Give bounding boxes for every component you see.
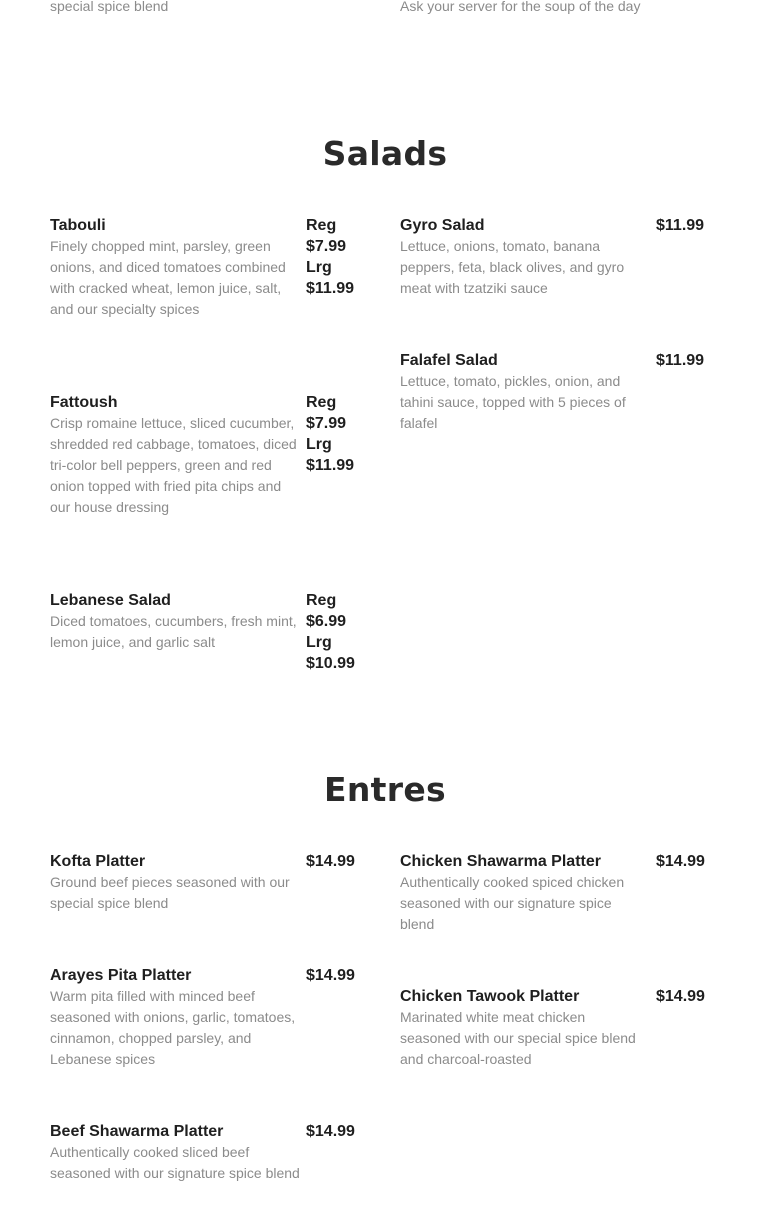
item-name: Kofta Platter bbox=[50, 853, 146, 870]
price-size-label: Lrg bbox=[306, 436, 332, 453]
item-name: Gyro Salad bbox=[400, 217, 485, 234]
item-description: Authentically cooked sliced beef seasoned with our signature spice blend bbox=[50, 1144, 300, 1181]
price-value: $7.99 bbox=[306, 415, 347, 432]
item-name: Falafel Salad bbox=[400, 352, 498, 369]
item-name: Beef Shawarma Platter bbox=[50, 1123, 224, 1140]
menu-item-arayes-pita-platter bbox=[50, 965, 300, 1070]
section-title-entres: Entres bbox=[324, 770, 446, 809]
price-value: $11.99 bbox=[656, 352, 705, 369]
item-description: Lettuce, tomato, pickles, onion, and tahini sauce, topped with 5 pieces of falafel bbox=[400, 373, 626, 431]
menu-item-chicken-tawook-platter bbox=[400, 986, 640, 1070]
menu-item-beef-shawarma-platter bbox=[50, 1121, 300, 1184]
item-description: Crisp romaine lettuce, sliced cucumber, shredded red cabbage, tomatoes, diced tri-color bell peppers, green and red onion topped with fried pita chips and our house dressing bbox=[50, 415, 297, 515]
item-description: Marinated white meat chicken seasoned with our special spice blend and charcoal-roasted bbox=[400, 1009, 636, 1067]
item-price-fattoush bbox=[306, 392, 354, 476]
section-title-salads: Salads bbox=[322, 134, 448, 173]
price-size-label: Reg bbox=[306, 592, 337, 609]
price-value: $11.99 bbox=[306, 280, 355, 297]
menu-item-falafel-salad bbox=[400, 350, 652, 434]
price-size-label: Lrg bbox=[306, 259, 332, 276]
item-name: Chicken Shawarma Platter bbox=[400, 853, 601, 870]
item-description: Warm pita filled with minced beef seasoned with onions, garlic, tomatoes, cinnamon, chopped parsley, and Lebanese spices bbox=[50, 988, 296, 1067]
price-size-label: Reg bbox=[306, 394, 337, 411]
item-price-gyro-salad bbox=[656, 215, 704, 236]
item-price-lebanese-salad bbox=[306, 590, 355, 674]
item-description: Finely chopped mint, parsley, green onions, and diced tomatoes combined with cracked wheat, lemon juice, salt, and our specialty spices bbox=[50, 238, 286, 317]
menu-item-tabouli bbox=[50, 215, 305, 320]
price-value: $7.99 bbox=[306, 238, 347, 255]
price-value: $6.99 bbox=[306, 613, 347, 630]
item-name: Arayes Pita Platter bbox=[50, 967, 192, 984]
item-description: Ground beef pieces seasoned with our special spice blend bbox=[50, 874, 290, 911]
item-name: Chicken Tawook Platter bbox=[400, 988, 580, 1005]
item-price-tabouli bbox=[306, 215, 354, 299]
item-price-beef-shawarma-platter: $14.99 bbox=[306, 1123, 355, 1140]
item-description: special spice blend bbox=[50, 0, 169, 14]
item-description: Ask your server for the soup of the day bbox=[400, 0, 641, 14]
item-price-falafel-salad bbox=[656, 350, 704, 371]
menu-item-fattoush bbox=[50, 392, 305, 518]
price-size-label: Reg bbox=[306, 217, 337, 234]
item-price-chicken-tawook-platter: $14.99 bbox=[656, 988, 705, 1005]
price-value: $11.99 bbox=[306, 457, 355, 474]
item-name: Tabouli bbox=[50, 217, 106, 234]
item-price-chicken-shawarma-platter: $14.99 bbox=[656, 853, 705, 870]
item-price-kofta-platter: $14.99 bbox=[306, 853, 355, 870]
menu-item-kofta-platter bbox=[50, 851, 300, 914]
menu-item-chicken-shawarma-platter bbox=[400, 851, 632, 935]
item-description: Diced tomatoes, cucumbers, fresh mint, lemon juice, and garlic salt bbox=[50, 613, 297, 650]
menu-item-gyro-salad bbox=[400, 215, 652, 299]
price-size-label: Lrg bbox=[306, 634, 332, 651]
item-name: Fattoush bbox=[50, 394, 118, 411]
item-name: Lebanese Salad bbox=[50, 592, 171, 609]
price-value: $11.99 bbox=[656, 217, 705, 234]
item-description: Authentically cooked spiced chicken seasoned with our signature spice blend bbox=[400, 874, 625, 932]
price-value: $10.99 bbox=[306, 655, 355, 672]
item-description: Lettuce, onions, tomato, banana peppers, feta, black olives, and gyro meat with tzatziki sauce bbox=[400, 238, 625, 296]
menu-item-lebanese-salad bbox=[50, 590, 300, 653]
item-price-arayes-pita-platter: $14.99 bbox=[306, 967, 355, 984]
